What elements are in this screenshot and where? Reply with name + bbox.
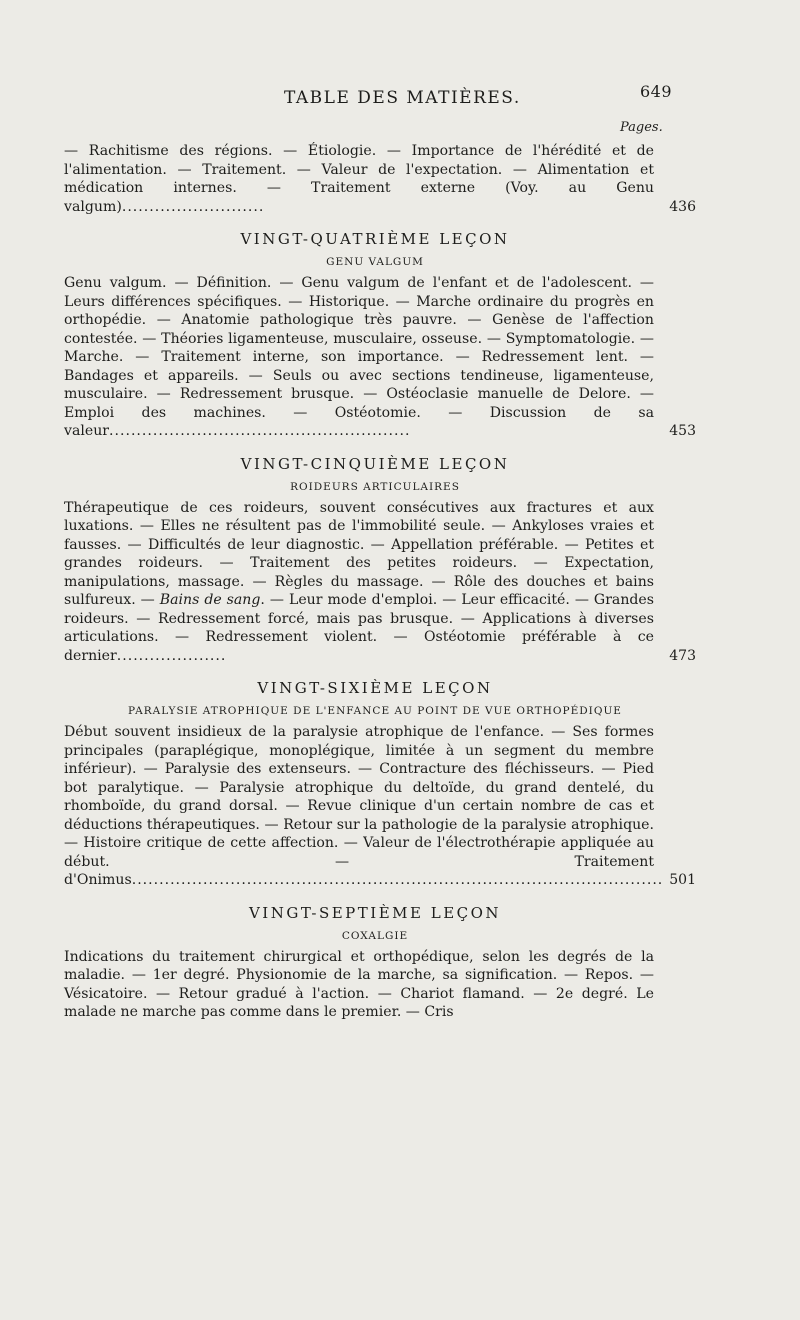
- toc-entry-text: — Rachitisme des régions. — Étiologie. — Importance de l'hérédité et de l'alimentation. — Traitement. — Valeur de l'expectation. — Alimentation et médication internes. — Traitement externe (Voy. au Genu valgum): [64, 143, 654, 215]
- lesson-heading-26: VINGT-SIXIÈME LEÇON: [257, 679, 493, 697]
- lesson-subtitle-27: COXALGIE: [341, 929, 409, 942]
- running-head: [0, 82, 800, 112]
- lesson-heading-27: VINGT-SEPTIÈME LEÇON: [248, 903, 502, 922]
- toc-entry-page: 473: [669, 647, 696, 664]
- table-of-contents: [0, 142, 800, 1022]
- pages-column-label: Pages.: [620, 120, 663, 135]
- toc-entry-paralysie: [64, 723, 696, 890]
- toc-entry-text-part2: . — Leur mode d'emploi. — Leur efficacité. — Grandes roideurs. — Redressement forcé, mais pas brusque. — Applications à diverses articulations. — Redressement violent. — Ostéotomie préférable à ce dernier: [64, 592, 655, 664]
- lesson-subtitle-24: GENU VALGUM: [326, 256, 424, 268]
- leader-dots: ....................: [116, 647, 227, 664]
- toc-entry-italic: Bains de sang: [159, 592, 261, 608]
- toc-entry-genu-valgum: [64, 274, 696, 441]
- lesson-heading-24: VINGT-QUATRIÈME LEÇON: [240, 230, 510, 248]
- toc-entry-text-part1: Thérapeutique de ces roideurs, souvent consécutives aux fractures et aux luxations. — Elles ne résultent pas de l'immobilité seule. — Ankyloses vraies et fausses. — Difficultés de leur diagnostic. — Appellation préférable. — Petites et grandes roideurs. — Traitement des petites roideurs. — Expectation, manipulations, massage. — Règles du massage. — Rôle des douches et bains sulfureux. —: [64, 499, 654, 608]
- running-title: TABLE DES MATIÈRES.: [284, 88, 521, 108]
- page-number: 649: [640, 82, 673, 101]
- toc-entry-text: Genu valgum. — Définition. — Genu valgum de l'enfant et de l'adolescent. — Leurs différences spécifiques. — Historique. — Marche ordinaire du progrès en orthopédie. — Anatomie pathologique très pauvre. — Genèse de l'affection contestée. — Théories ligamenteuse, musculaire, osseuse. — Symptomatologie. — Marche. — Traitement interne, son importance. — Redressement lent. — Bandages et appareils. — Seuls ou avec sections tendineuse, ligamenteuse, musculaire. — Redressement brusque. — Ostéoclasie manuelle de Delore. — Emploi des machines. — Ostéotomie. — Discussion de sa valeur: [64, 275, 654, 439]
- lesson-subtitle-25: ROIDEURS ARTICULAIRES: [290, 480, 460, 493]
- toc-entry-page: 436: [669, 198, 696, 215]
- toc-entry-coxalgie: [64, 948, 654, 1022]
- toc-entry-roideurs: [64, 499, 696, 666]
- leader-dots: .......................................................: [109, 423, 411, 439]
- toc-entry-page: 501: [669, 872, 696, 888]
- toc-entry-page: 453: [669, 423, 696, 439]
- toc-entry-text: Début souvent insidieux de la paralysie atrophique de l'enfance. — Ses formes principales (paraplégique, monoplégique, limitée à un segment du membre inférieur). — Paralysie des extenseurs. — Contracture des fléchisseurs. — Pied bot paralytique. — Paralysie atrophique du deltoïde, du grand dentelé, du rhomboïde, du grand dorsal. — Revue clinique d'un certain nombre de cas et déductions thérapeutiques. — Retour sur la pathologie de la paralysie atrophique. — Histoire critique de cette affection. — Valeur de l'électrothérapie appliquée au début. — Traitement d'Onimus: [64, 724, 654, 888]
- toc-entry-rachitisme: [64, 142, 696, 216]
- leader-dots: .................................................................................................: [131, 872, 664, 888]
- toc-entry-text: Indications du traitement chirurgical et orthopédique, selon les degrés de la maladie. — 1er degré. Physionomie de la marche, sa signification. — Repos. — Vésicatoire. — Retour gradué à l'action. — Chariot flamand. — 2e degré. Le malade ne marche pas comme dans le premier. — Cris: [64, 948, 654, 1020]
- leader-dots: ..........................: [121, 198, 265, 215]
- lesson-heading-25: VINGT-CINQUIÈME LEÇON: [240, 454, 510, 473]
- lesson-subtitle-26: PARALYSIE ATROPHIQUE DE L'ENFANCE AU POINT DE VUE ORTHOPÉDIQUE: [128, 705, 622, 717]
